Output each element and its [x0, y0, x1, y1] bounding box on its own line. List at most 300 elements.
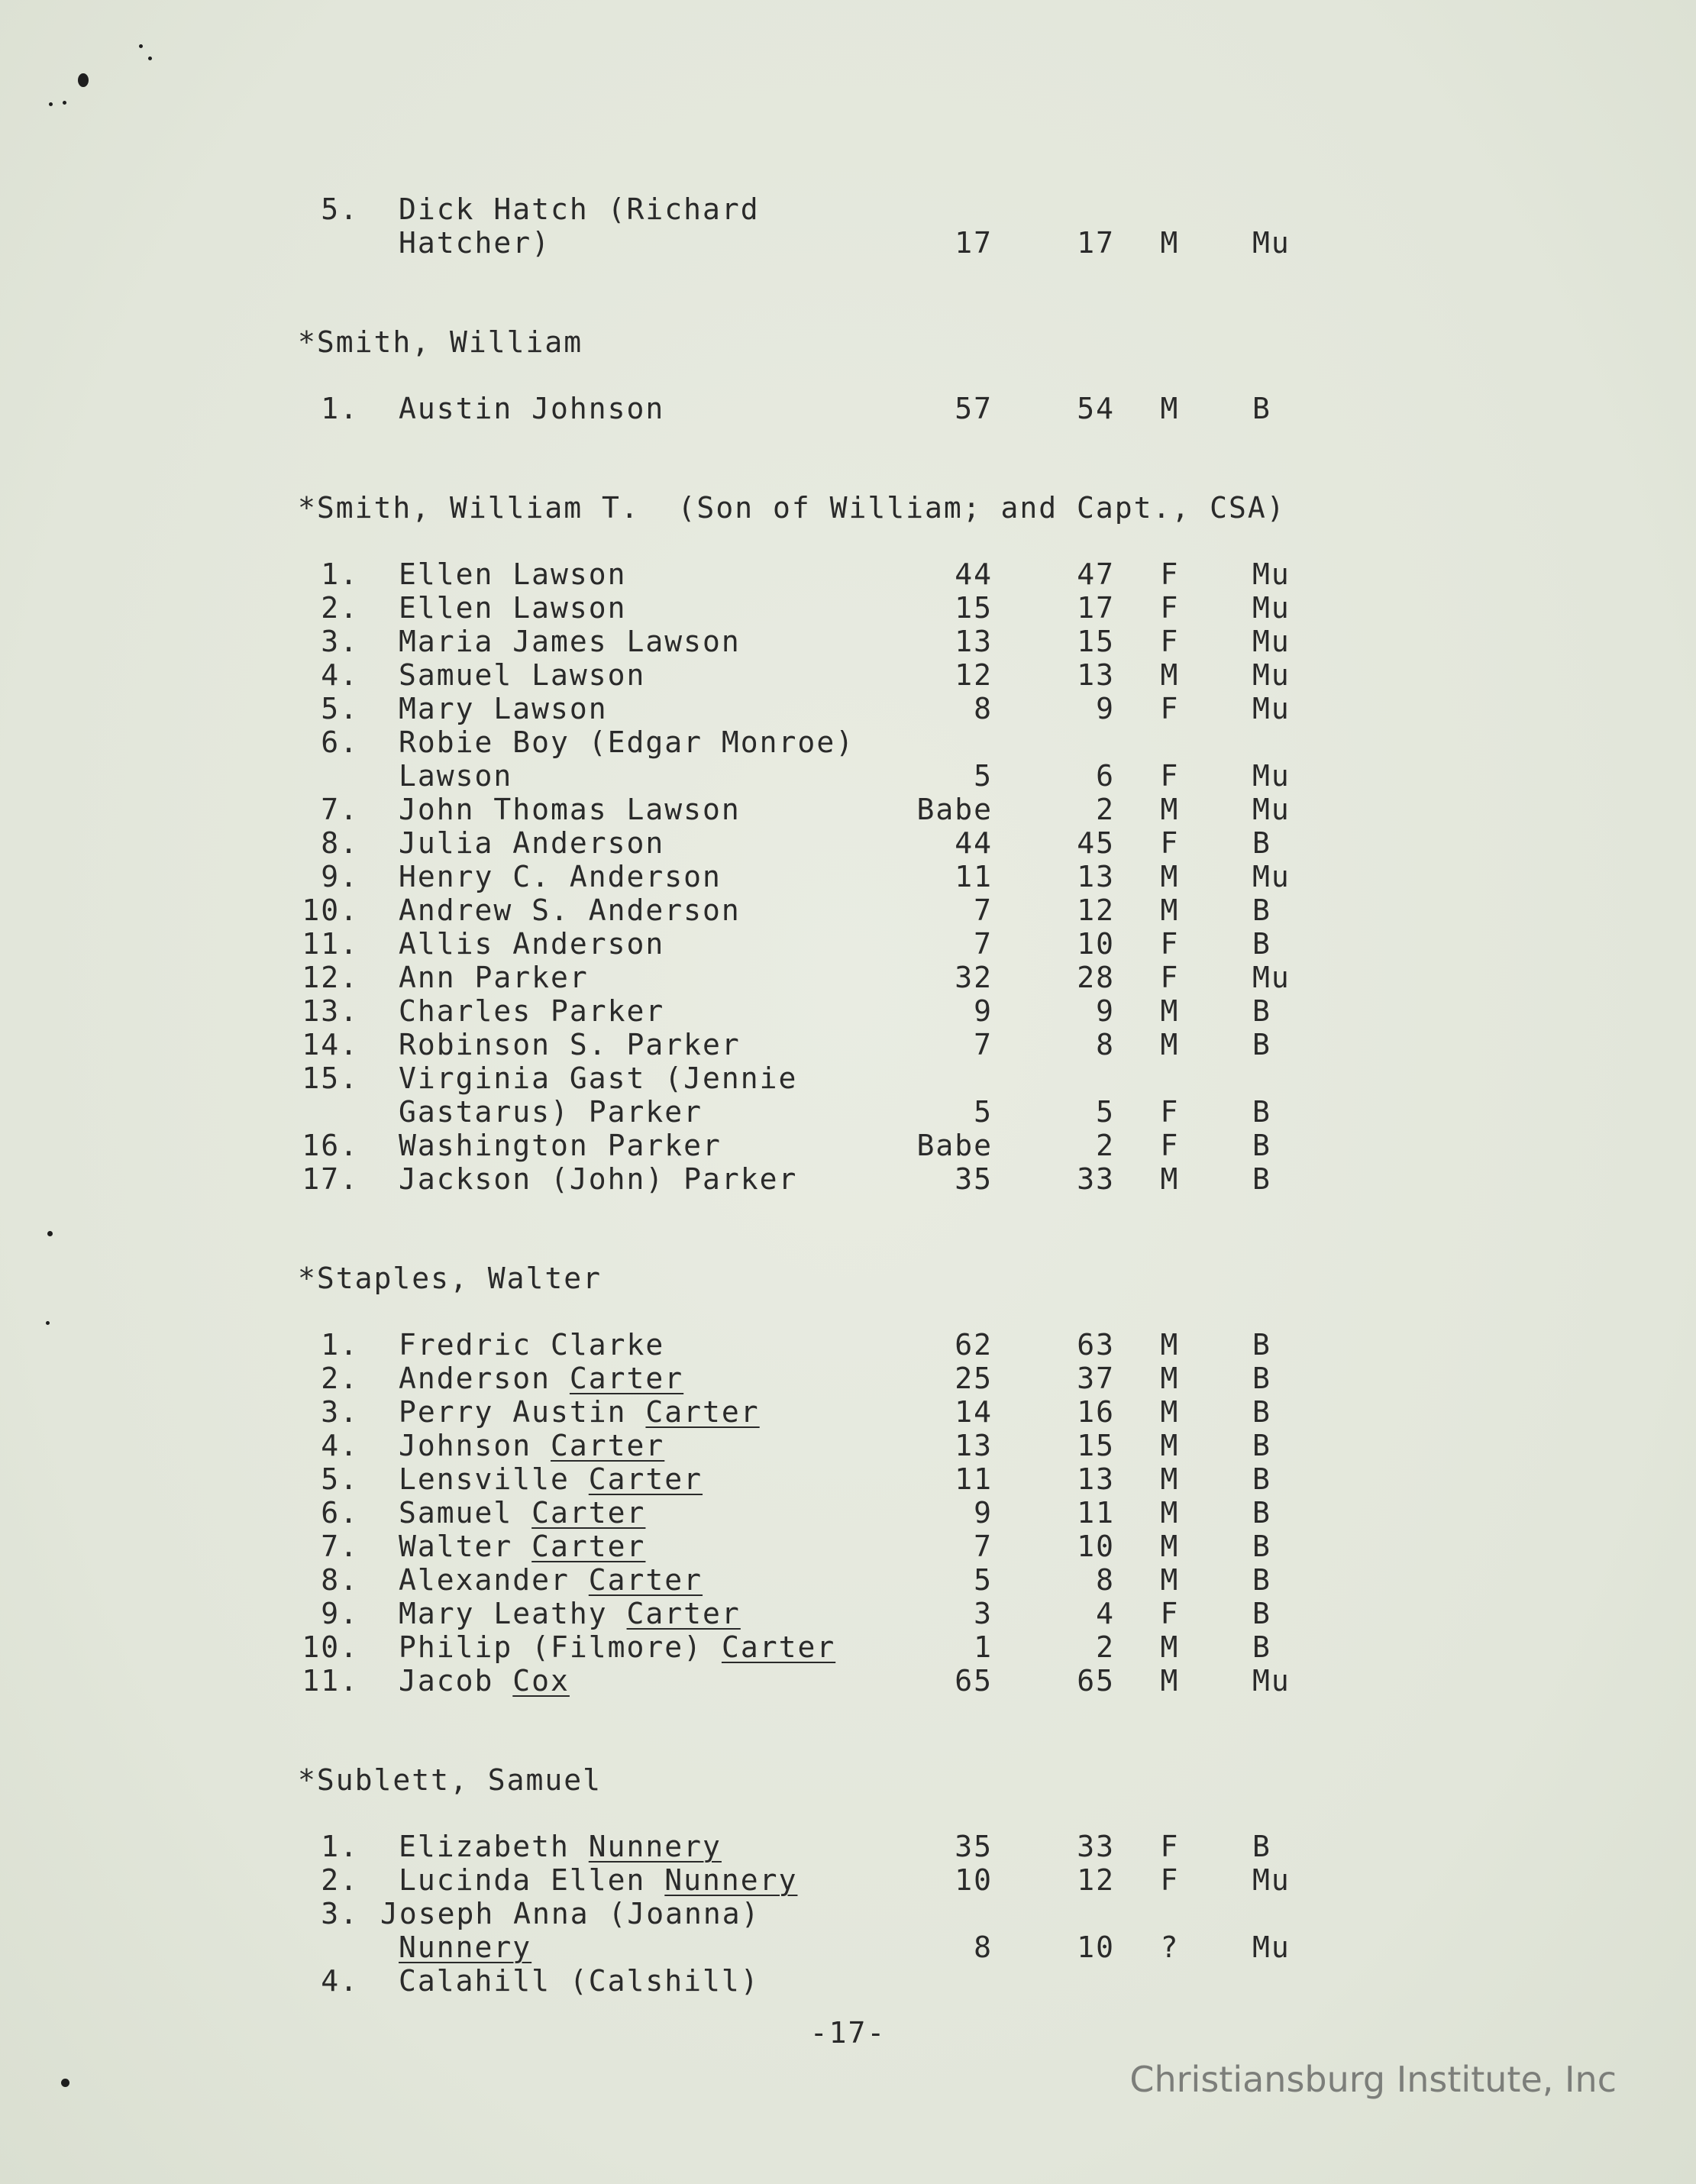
surname: Carter: [588, 1462, 703, 1496]
name-part: Gastarus) Parker: [399, 1095, 703, 1129]
heading-gap: [298, 525, 1405, 557]
person-name: [399, 793, 741, 826]
list-item: [298, 893, 1405, 927]
name-part: Perry Austin: [399, 1395, 646, 1429]
age-1870: 13: [1077, 1462, 1115, 1496]
color: Mu: [1252, 658, 1291, 692]
name-part: Johnson: [399, 1429, 551, 1462]
sex: M: [1160, 392, 1180, 425]
list-item: [298, 725, 1405, 759]
age-1870: 9: [1096, 994, 1115, 1028]
person-name: [399, 1395, 760, 1429]
color: B: [1252, 1395, 1271, 1429]
ink-speck: [139, 44, 143, 48]
age-1870: 2: [1096, 793, 1115, 826]
list-item: [298, 826, 1405, 860]
name-part: Washington Parker: [399, 1129, 722, 1162]
list-item: [298, 1897, 1405, 1930]
age-1860: 5: [974, 759, 993, 793]
color: B: [1252, 392, 1271, 425]
color: B: [1252, 1530, 1271, 1563]
heading-gap: [298, 1295, 1405, 1328]
name-part: Henry C. Anderson: [399, 860, 722, 893]
age-1860: 32: [955, 961, 993, 994]
list-item: [298, 1129, 1405, 1162]
age-1870: 2: [1096, 1630, 1115, 1664]
name-part: Samuel: [399, 1496, 532, 1530]
name-part: Hatcher): [399, 226, 551, 260]
person-name: [399, 192, 760, 226]
color: Mu: [1252, 226, 1291, 260]
entry-number: 1.: [321, 1830, 359, 1863]
sex: F: [1160, 759, 1180, 793]
person-name: [399, 1964, 760, 1998]
person-name: [399, 1530, 645, 1563]
color: Mu: [1252, 860, 1291, 893]
heading-gap: [298, 1797, 1405, 1830]
surname: Carter: [721, 1630, 836, 1664]
sex: M: [1160, 1162, 1180, 1196]
age-1860: 17: [955, 226, 993, 260]
color: Mu: [1252, 1930, 1291, 1964]
entry-number: 6.: [321, 725, 359, 759]
entry-number: 4.: [321, 1964, 359, 1998]
name-part: Robie Boy (Edgar Monroe): [399, 725, 855, 759]
sex: M: [1160, 1328, 1180, 1362]
color: Mu: [1252, 692, 1291, 725]
sex: M: [1160, 1530, 1180, 1563]
name-part: Allis Anderson: [399, 927, 665, 961]
ink-speck: [47, 1231, 53, 1236]
surname: Nunnery: [399, 1930, 532, 1964]
entry-number: 8.: [321, 826, 359, 860]
age-1860: 35: [955, 1830, 993, 1863]
sex: F: [1160, 826, 1180, 860]
age-1870: 10: [1077, 927, 1115, 961]
age-1860: 13: [955, 1429, 993, 1462]
age-1860: 15: [955, 591, 993, 625]
age-1860: 9: [974, 994, 993, 1028]
age-1870: 2: [1096, 1129, 1115, 1162]
age-1860: 11: [955, 860, 993, 893]
entry-number: 2.: [321, 591, 359, 625]
name-part: Philip (Filmore): [399, 1630, 722, 1664]
person-name: [399, 725, 854, 759]
list-item: [298, 1429, 1405, 1462]
entry-number: 10.: [302, 1630, 359, 1664]
color: B: [1252, 1630, 1271, 1664]
ink-speck: [46, 1321, 50, 1325]
list-item: [298, 860, 1405, 893]
list-item: [298, 1664, 1405, 1698]
owner-heading: *Staples, Walter: [298, 1262, 602, 1295]
name-part: Lucinda Ellen: [399, 1863, 665, 1897]
age-1860: 10: [955, 1863, 993, 1897]
color: B: [1252, 1095, 1271, 1129]
entry-number: 2.: [321, 1863, 359, 1897]
person-name: [399, 759, 512, 793]
person-name: [399, 893, 741, 927]
list-item: [298, 392, 1405, 425]
list-item: [298, 1563, 1405, 1597]
entry-number: 5.: [321, 1462, 359, 1496]
entry-number: 8.: [321, 1563, 359, 1597]
color: Mu: [1252, 961, 1291, 994]
person-name: [399, 1162, 797, 1196]
age-1870: 37: [1077, 1362, 1115, 1395]
list-item: [298, 557, 1405, 591]
sex: M: [1160, 860, 1180, 893]
person-name: [380, 1897, 761, 1930]
color: B: [1252, 1328, 1271, 1362]
entry-number: 15.: [302, 1061, 359, 1095]
list-item: [298, 625, 1405, 658]
person-name: [399, 1328, 664, 1362]
entry-number: 7.: [321, 793, 359, 826]
surname: Carter: [588, 1563, 703, 1597]
age-1870: 47: [1077, 557, 1115, 591]
age-1860: 5: [974, 1095, 993, 1129]
sex: F: [1160, 625, 1180, 658]
color: B: [1252, 927, 1271, 961]
owner-heading: *Sublett, Samuel: [298, 1763, 602, 1797]
name-part: Charles Parker: [399, 994, 665, 1028]
list-item: [298, 759, 1405, 793]
age-1870: 33: [1077, 1830, 1115, 1863]
name-part: Austin Johnson: [399, 392, 665, 425]
name-part: Ann Parker: [399, 961, 589, 994]
list-item: [298, 927, 1405, 961]
sex: M: [1160, 1429, 1180, 1462]
age-1860: 44: [955, 826, 993, 860]
age-1870: 12: [1077, 1863, 1115, 1897]
name-part: Lensville: [399, 1462, 589, 1496]
sex: M: [1160, 226, 1180, 260]
sex: M: [1160, 1395, 1180, 1429]
sex: M: [1160, 658, 1180, 692]
age-1860: 7: [974, 893, 993, 927]
name-part: Mary Lawson: [399, 692, 608, 725]
person-name: [399, 1664, 570, 1698]
age-1870: 15: [1077, 1429, 1115, 1462]
age-1870: 16: [1077, 1395, 1115, 1429]
person-name: [399, 1630, 835, 1664]
age-1870: 11: [1077, 1496, 1115, 1530]
age-1860: 62: [955, 1328, 993, 1362]
surname: Cox: [512, 1664, 570, 1698]
person-name: [399, 961, 589, 994]
owner-section: [298, 1698, 1405, 1998]
owner-section: [298, 425, 1405, 1196]
person-name: [399, 226, 551, 260]
age-1860: 3: [974, 1597, 993, 1630]
entry-number: 5.: [321, 192, 359, 226]
person-name: [399, 1362, 683, 1395]
sex: M: [1160, 1028, 1180, 1061]
person-name: [399, 1028, 741, 1061]
age-1860: 9: [974, 1496, 993, 1530]
name-part: Mary Leathy: [399, 1597, 627, 1630]
sex: F: [1160, 1830, 1180, 1863]
slave-list: [298, 192, 1405, 1998]
sex: M: [1160, 1664, 1180, 1698]
entry-number: 4.: [321, 1429, 359, 1462]
person-name: [399, 1597, 741, 1630]
person-name: [399, 1830, 722, 1863]
person-name: [399, 1061, 797, 1095]
name-part: Elizabeth: [399, 1830, 589, 1863]
name-part: Fredric Clarke: [399, 1328, 665, 1362]
list-item: [298, 591, 1405, 625]
surname: Carter: [531, 1496, 646, 1530]
color: B: [1252, 1129, 1271, 1162]
entry-number: 14.: [302, 1028, 359, 1061]
age-1860: 14: [955, 1395, 993, 1429]
entry-number: 5.: [321, 692, 359, 725]
sex: M: [1160, 1362, 1180, 1395]
name-part: Ellen Lawson: [399, 557, 627, 591]
age-1870: 4: [1096, 1597, 1115, 1630]
sex: F: [1160, 1095, 1180, 1129]
ink-speck: [63, 101, 66, 105]
person-name: [399, 1429, 664, 1462]
name-part: Lawson: [399, 759, 513, 793]
age-1860: 65: [955, 1664, 993, 1698]
age-1860: 11: [955, 1462, 993, 1496]
color: B: [1252, 1462, 1271, 1496]
list-item: [298, 192, 1405, 226]
age-1860: 25: [955, 1362, 993, 1395]
age-1870: 8: [1096, 1563, 1115, 1597]
sex: F: [1160, 961, 1180, 994]
sex: M: [1160, 1563, 1180, 1597]
age-1870: 33: [1077, 1162, 1115, 1196]
entry-number: 1.: [321, 557, 359, 591]
entry-number: 4.: [321, 658, 359, 692]
entry-number: 12.: [302, 961, 359, 994]
person-name: [399, 625, 741, 658]
color: B: [1252, 1429, 1271, 1462]
age-1870: 13: [1077, 860, 1115, 893]
list-item: [298, 1930, 1405, 1964]
name-part: Jacob: [399, 1664, 513, 1698]
age-1870: 17: [1077, 591, 1115, 625]
entry-number: 9.: [321, 1597, 359, 1630]
ink-speck: [78, 73, 89, 87]
age-1870: 5: [1096, 1095, 1115, 1129]
entry-number: 11.: [302, 1664, 359, 1698]
list-item: [298, 1095, 1405, 1129]
list-item: [298, 961, 1405, 994]
name-part: Virginia Gast (Jennie: [399, 1061, 798, 1095]
person-name: [399, 658, 645, 692]
list-item: [298, 1597, 1405, 1630]
list-item: [298, 793, 1405, 826]
list-item: [298, 1362, 1405, 1395]
name-part: Calahill (Calshill): [399, 1964, 760, 1998]
color: Mu: [1252, 1863, 1291, 1897]
owner-heading: *Smith, William: [298, 325, 583, 359]
person-name: [399, 1930, 531, 1964]
age-1860: 5: [974, 1563, 993, 1597]
entry-number: 2.: [321, 1362, 359, 1395]
owner-section: [298, 192, 1405, 260]
name-part: Ellen Lawson: [399, 591, 627, 625]
color: B: [1252, 1362, 1271, 1395]
age-1860: 12: [955, 658, 993, 692]
heading-gap: [298, 359, 1405, 392]
sex: F: [1160, 557, 1180, 591]
entry-number: 17.: [302, 1162, 359, 1196]
sex: M: [1160, 893, 1180, 927]
ink-speck: [49, 102, 53, 106]
color: B: [1252, 1597, 1271, 1630]
age-1860: 8: [974, 1930, 993, 1964]
age-1870: 45: [1077, 826, 1115, 860]
surname: Carter: [645, 1395, 760, 1429]
person-name: [399, 591, 627, 625]
age-1870: 13: [1077, 658, 1115, 692]
age-1860: 57: [955, 392, 993, 425]
list-item: [298, 658, 1405, 692]
section-gap: [298, 1698, 1405, 1763]
list-item: [298, 1395, 1405, 1429]
entry-number: 1.: [321, 1328, 359, 1362]
watermark: Christiansburg Institute, Inc: [1129, 2059, 1617, 2100]
age-1860: Babe: [916, 793, 993, 826]
entry-number: 3.: [321, 625, 359, 658]
person-name: [399, 1563, 703, 1597]
age-1860: 44: [955, 557, 993, 591]
entry-number: 16.: [302, 1129, 359, 1162]
sex: M: [1160, 793, 1180, 826]
surname: Carter: [531, 1530, 646, 1563]
entry-number: 10.: [302, 893, 359, 927]
color: Mu: [1252, 793, 1291, 826]
owner-section: [298, 1196, 1405, 1698]
age-1860: 7: [974, 1028, 993, 1061]
age-1860: 8: [974, 692, 993, 725]
age-1870: 8: [1096, 1028, 1115, 1061]
list-item: [298, 1462, 1405, 1496]
list-item: [298, 1964, 1405, 1998]
age-1870: 9: [1096, 692, 1115, 725]
person-name: [399, 1496, 645, 1530]
page-number: -17-: [809, 2016, 887, 2050]
age-1870: 54: [1077, 392, 1115, 425]
sex: F: [1160, 1597, 1180, 1630]
age-1870: 63: [1077, 1328, 1115, 1362]
person-name: [399, 692, 608, 725]
age-1860: 13: [955, 625, 993, 658]
person-name: [399, 557, 627, 591]
section-gap: [298, 260, 1405, 325]
entry-number: 11.: [302, 927, 359, 961]
entry-number: 7.: [321, 1530, 359, 1563]
name-part: Julia Anderson: [399, 826, 665, 860]
person-name: [399, 994, 664, 1028]
list-item: [298, 1830, 1405, 1863]
person-name: [399, 927, 664, 961]
age-1860: 35: [955, 1162, 993, 1196]
list-item: [298, 1028, 1405, 1061]
name-part: Anderson: [399, 1362, 570, 1395]
person-name: [399, 826, 664, 860]
entry-number: 1.: [321, 392, 359, 425]
ink-speck: [148, 57, 152, 60]
list-item: [298, 692, 1405, 725]
entry-number: 13.: [302, 994, 359, 1028]
age-1870: 6: [1096, 759, 1115, 793]
list-item: [298, 1630, 1405, 1664]
sex: ?: [1160, 1930, 1180, 1964]
age-1860: 7: [974, 927, 993, 961]
person-name: [399, 1095, 703, 1129]
person-name: [399, 860, 722, 893]
section-gap: [298, 425, 1405, 491]
color: Mu: [1252, 625, 1291, 658]
color: B: [1252, 1496, 1271, 1530]
color: B: [1252, 1162, 1271, 1196]
name-part: Dick Hatch (Richard: [399, 192, 760, 226]
sex: F: [1160, 591, 1180, 625]
sex: F: [1160, 927, 1180, 961]
sex: M: [1160, 1630, 1180, 1664]
list-item: [298, 1496, 1405, 1530]
name-part: John Thomas Lawson: [399, 793, 741, 826]
color: B: [1252, 826, 1271, 860]
list-item: [298, 994, 1405, 1028]
list-item: [298, 1328, 1405, 1362]
color: B: [1252, 893, 1271, 927]
color: B: [1252, 1830, 1271, 1863]
entry-number: 3.: [321, 1395, 359, 1429]
entry-number: 9.: [321, 860, 359, 893]
name-part: Andrew S. Anderson: [399, 893, 741, 927]
sex: F: [1160, 1863, 1180, 1897]
ink-speck: [61, 2079, 69, 2087]
name-part: Joseph Anna (Joanna): [380, 1897, 761, 1930]
list-item: [298, 1863, 1405, 1897]
age-1860: 7: [974, 1530, 993, 1563]
age-1870: 10: [1077, 1930, 1115, 1964]
entry-number: 6.: [321, 1496, 359, 1530]
entry-number: 3.: [321, 1897, 359, 1930]
list-item: [298, 226, 1405, 260]
age-1870: 17: [1077, 226, 1115, 260]
age-1860: 1: [974, 1630, 993, 1664]
age-1870: 65: [1077, 1664, 1115, 1698]
list-item: [298, 1530, 1405, 1563]
owner-section: [298, 260, 1405, 425]
color: Mu: [1252, 1664, 1291, 1698]
name-part: Maria James Lawson: [399, 625, 741, 658]
color: Mu: [1252, 591, 1291, 625]
sex: M: [1160, 994, 1180, 1028]
list-item: [298, 1061, 1405, 1095]
surname: Carter: [551, 1429, 665, 1462]
section-gap: [298, 1196, 1405, 1262]
name-part: Jackson (John) Parker: [399, 1162, 798, 1196]
sex: F: [1160, 1129, 1180, 1162]
surname: Nunnery: [664, 1863, 798, 1897]
surname: Carter: [626, 1597, 741, 1630]
sex: M: [1160, 1462, 1180, 1496]
age-1870: 28: [1077, 961, 1115, 994]
name-part: Walter: [399, 1530, 532, 1563]
name-part: Alexander: [399, 1563, 589, 1597]
person-name: [399, 392, 664, 425]
